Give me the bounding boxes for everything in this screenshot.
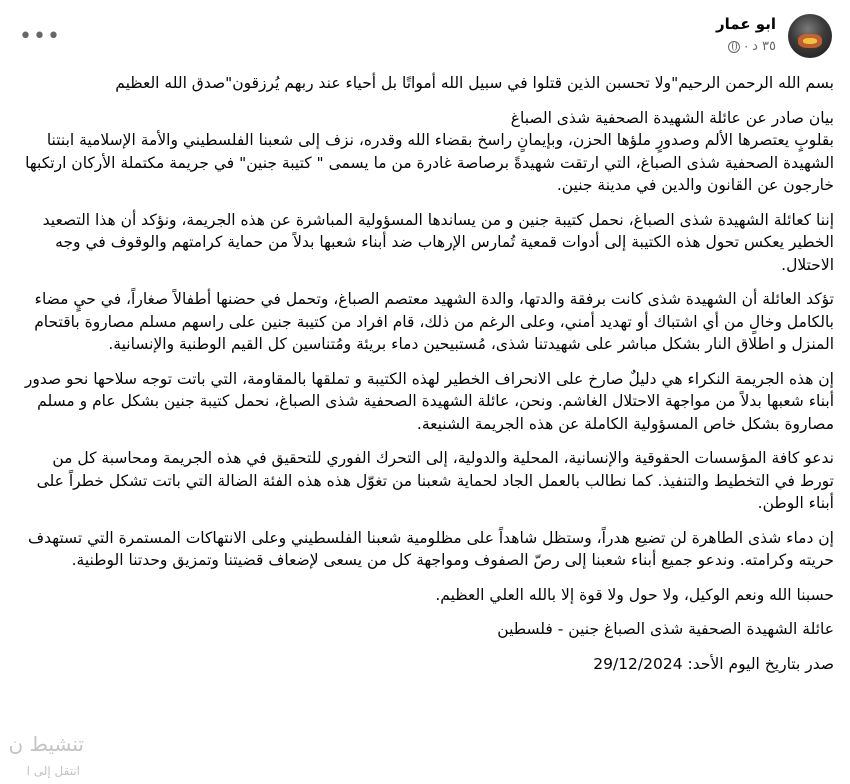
post-paragraph bbox=[16, 584, 834, 607]
post-paragraph bbox=[16, 72, 834, 95]
post-text-line: حسبنا الله ونعم الوكيل، ولا حول ولا قوة إلا بالله العلي العظيم. bbox=[435, 585, 834, 604]
post-paragraph bbox=[16, 527, 834, 572]
post-text-line: تؤكد العائلة أن الشهيدة شذى كانت برفقة والدتها، والدة الشهيد معتصم الصباغ، وتحمل في حضنها أطفالاً صغاراً، في حيٍ مضاء بالكامل وخالٍ من أي اشتباك أو تهديد أمني، وعلى الرغم من ذلك، قام افراد من كتيبة جنين على راسهم مسلم مصاروة باقتحام المنزل و اطلاق النار بشكل مباشر على شهيدتنا شذى، مُستبيحين دماء بريئة ومُتناسين كل القيم الوطنية والإنسانية. bbox=[34, 290, 834, 353]
post-text-line: صدر بتاريخ اليوم الأحد: 29/12/2024 bbox=[593, 654, 834, 673]
globe-icon[interactable] bbox=[728, 41, 740, 53]
post-header bbox=[20, 12, 832, 64]
post-paragraph bbox=[16, 447, 834, 515]
post-timestamp[interactable]: ٣٥ د bbox=[752, 39, 776, 54]
avatar-image-highlight bbox=[803, 38, 817, 44]
windows-activation-watermark bbox=[0, 726, 120, 784]
post-paragraph bbox=[16, 288, 834, 356]
post-text-line: بيان صادر عن عائلة الشهيدة الصحفية شذى الصباغ bbox=[510, 108, 834, 127]
meta-separator: · bbox=[744, 39, 749, 54]
post-text-line: عائلة الشهيدة الصحفية شذى الصباغ جنين - فلسطين bbox=[497, 620, 834, 638]
post-text-line: ندعو كافة المؤسسات الحقوقية والإنسانية، المحلية والدولية، إلى التحرك الفوري للتحقيق في هذه الجريمة ومحاسبة كل من تورط في التخطيط والتنفيذ. كما نطالب بالعمل الجاد لحماية شعبنا من تغوّل هذه هذه الفئة الضالة التي باتت تشكل خطراً على أبناء الوطن. bbox=[36, 449, 834, 512]
post-paragraph bbox=[16, 107, 834, 197]
post-paragraph bbox=[16, 209, 834, 277]
post-text-line: إننا كعائلة الشهيدة شذى الصباغ، نحمل كتيبة جنين و من يساندها المسؤولية المباشرة عن هذه الجريمة، ونؤكد أن هذا التصعيد الخطير يعكس تحول هذه الكتيبة إلى أدوات قمعية تُمارس الإرهاب ضد أبناء شعبها بدلاً من حماية كرامتهم والوقوف في وجه الاحتلال. bbox=[42, 210, 834, 274]
post-paragraph bbox=[16, 653, 834, 676]
more-options-icon[interactable]: ••• bbox=[19, 23, 61, 49]
watermark-line-2: انتقل إلى ا bbox=[26, 764, 80, 778]
post-body bbox=[16, 72, 834, 687]
post-paragraph bbox=[16, 618, 834, 641]
post-paragraph bbox=[16, 368, 834, 436]
watermark-line-1: تنشيط ن bbox=[8, 732, 84, 756]
post-text-line: إن هذه الجريمة النكراء هي دليلٌ صارخ على الانحراف الخطير لهذه الكتيبة و تملقها بالمقاومة، التي باتت توجه سلاحها نحو صدور أبناء شعبها بدلاً من مواجهة الاحتلال الغاشم. ونحن، عائلة الشهيدة الصحفية شذى الصباغ، نحمل كتيبة جنين بشكل عام و مسلم مصاروة بشكل خاص المسؤولية الكاملة عن هذه الجريمة الشنيعة. bbox=[24, 369, 834, 433]
avatar[interactable] bbox=[788, 14, 832, 58]
post-text-line: إن دماء شذى الطاهرة لن تضيع هدراً، وستظل شاهداً على مظلومية شعبنا الفلسطيني وعلى الانتهاكات المستمرة التي تستهدف حريته وكرامته. وندعو جميع أبناء شعبنا إلى رصّ الصفوف ومواجهة كل من يسعى لإضعاف قضيتنا وتمزيق وحدتنا الوطنية. bbox=[28, 528, 834, 569]
post-meta bbox=[728, 39, 776, 54]
post-text-line: بقلوبٍ يعتصرها الألم وصدورٍ ملؤها الحزن، وبإيمانٍ راسخ بقضاء الله وقدره، نزف إلى شعبنا الفلسطيني والأمة الإسلامية ابنتنا الشهيدة الصحفية شذى الصباغ، التي ارتقت شهيدةً برصاصة غادرة من ما يسمى " كتيبة جنين" في جريمة مكتملة الأركان ارتكبها خارجون عن القانون والدين في مدينة جنين. bbox=[25, 131, 834, 194]
author-name[interactable]: ابو عمار bbox=[716, 15, 776, 33]
post-text-line: بسم الله الرحمن الرحيم"ولا تحسبن الذين قتلوا في سبيل الله أمواتًا بل أحياء عند ربهم يُرزقون"صدق الله العظيم bbox=[115, 74, 834, 92]
